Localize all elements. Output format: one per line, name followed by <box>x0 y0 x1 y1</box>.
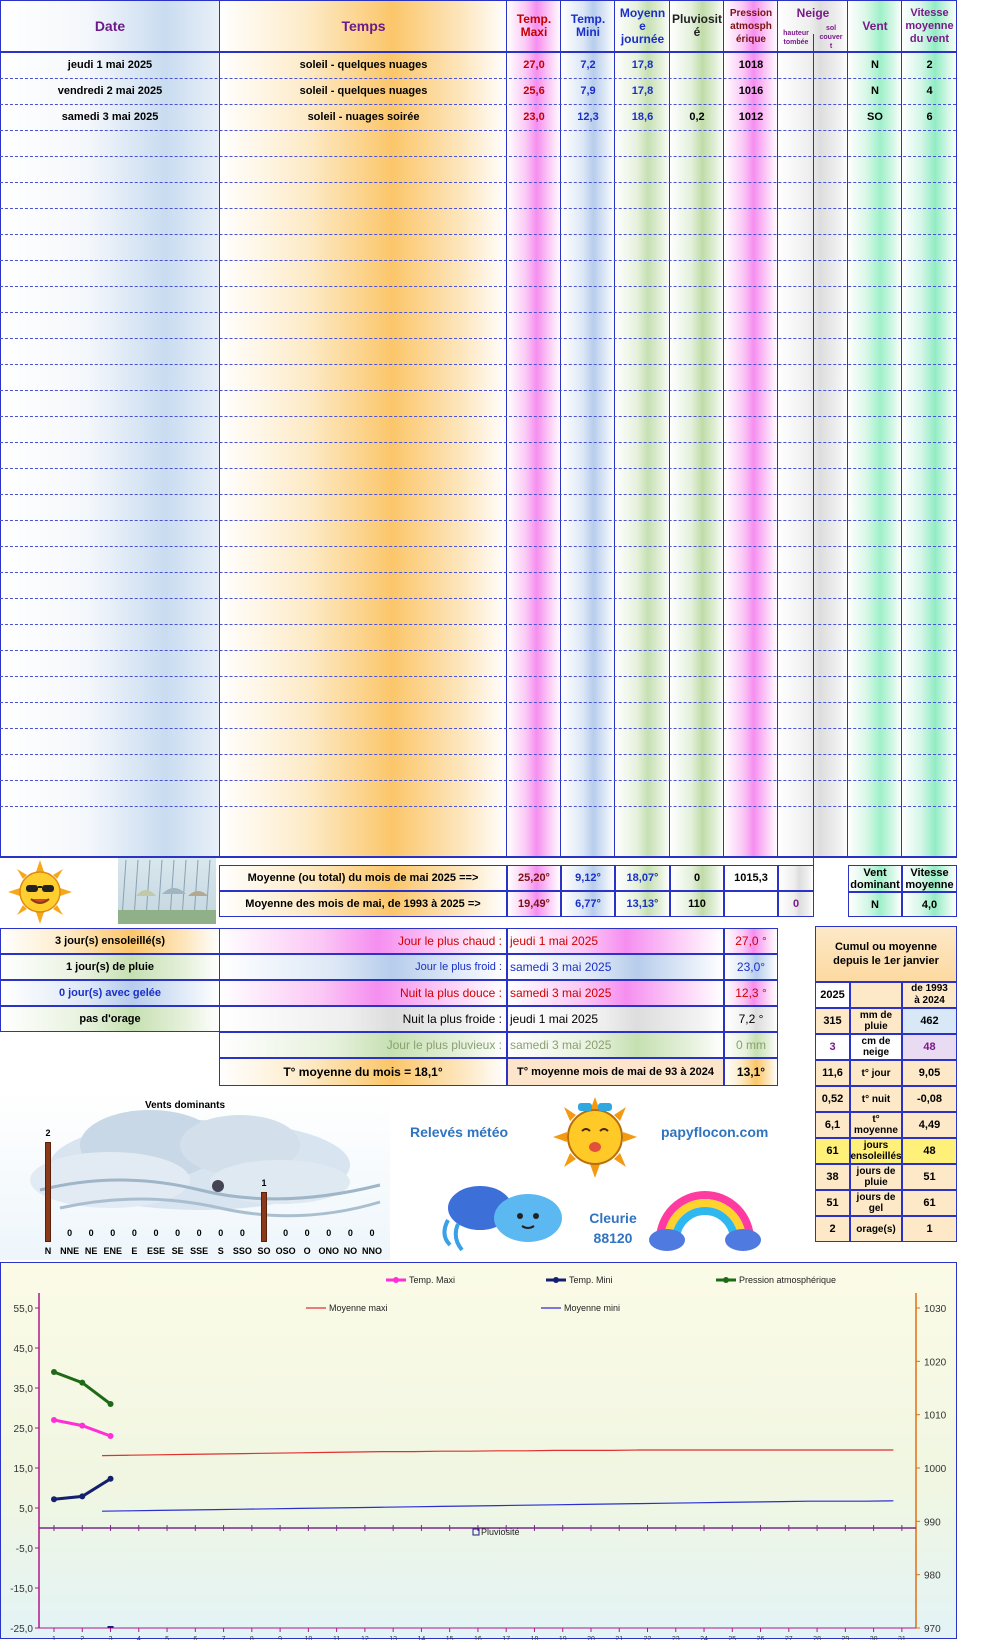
record-hottest-day: jeudi 1 mai 2025 <box>507 928 724 954</box>
site-label: papyflocon.com <box>661 1124 769 1140</box>
cumul-value-2025: 51 <box>815 1190 850 1216</box>
zip-label: 88120 <box>593 1230 633 1246</box>
record-hottest-value: 27,0 ° <box>724 928 778 954</box>
row-separator <box>0 676 956 677</box>
cumul-value-hist: 4,49 <box>902 1112 957 1138</box>
x-tick-label: 7 <box>221 1636 226 1640</box>
legend-label: Pression atmosphérique <box>739 1275 837 1285</box>
series-line <box>102 1501 893 1511</box>
x-tick-label: 28 <box>813 1636 821 1640</box>
row-tmin: 12,3 <box>577 111 599 123</box>
legend-label: Moyenne maxi <box>329 1303 388 1313</box>
cumul-value-hist: 51 <box>902 1164 957 1190</box>
wind-count-label: 0 <box>153 1228 159 1238</box>
wind-direction-label: SSE <box>190 1246 209 1256</box>
row-pluv: 0,2 <box>689 111 705 123</box>
wind-direction-label: OSO <box>275 1246 296 1256</box>
legend-marker-point <box>393 1277 399 1283</box>
month-press: 1015,3 <box>724 865 778 891</box>
x-tick-label: 3 <box>108 1636 113 1640</box>
series-point <box>108 1476 114 1482</box>
row-tmax: 23,0 <box>523 111 545 123</box>
month-moy: 18,07° <box>615 865 670 891</box>
legend-label: Temp. Mini <box>569 1275 613 1285</box>
x-tick-label: 24 <box>700 1636 708 1640</box>
row-date: samedi 3 mai 2025 <box>61 111 159 123</box>
cumul-value-2025: 38 <box>815 1164 850 1190</box>
x-tick-label: 10 <box>304 1636 313 1640</box>
row-tmin: 7,9 <box>580 85 596 97</box>
series-line <box>102 1450 893 1456</box>
header-pression: Pression atmosph érique <box>729 7 773 45</box>
series-point <box>79 1493 85 1499</box>
winds-panel <box>0 1090 390 1260</box>
record-coldest-value: 23,0° <box>724 954 778 980</box>
cumul-value-hist: 9,05 <box>902 1060 957 1086</box>
record-coldest-night-day: jeudi 1 mai 2025 <box>507 1006 724 1032</box>
vitesse-moyenne-value: 4,0 <box>902 892 957 917</box>
row-vitesse: 6 <box>926 111 933 123</box>
tmoy-hist-value: 13,1° <box>724 1058 778 1086</box>
wind-direction-label: NE <box>84 1246 98 1256</box>
cumul-label: t° nuit <box>850 1086 902 1112</box>
cumul-value-hist: 48 <box>902 1034 957 1060</box>
row-separator <box>0 390 956 391</box>
row-separator <box>0 598 956 599</box>
x-tick-label: 4 <box>136 1636 141 1640</box>
row-temps: soleil - nuages soirée <box>307 111 420 123</box>
left-tick-label: -15,0 <box>10 1584 33 1595</box>
x-tick-label: 13 <box>389 1636 398 1640</box>
vent-dominant-value: N <box>848 892 902 917</box>
x-tick-label: 27 <box>784 1636 793 1640</box>
hist-pluv: 110 <box>670 891 724 917</box>
row-moy: 18,6 <box>631 111 654 123</box>
cumul-label: t° jour <box>850 1060 902 1086</box>
hist-neige: 0 <box>778 891 814 917</box>
record-coldest-label: Jour le plus froid : <box>219 954 507 980</box>
right-tick-label: 1000 <box>924 1464 947 1475</box>
cumul-col-spacer <box>850 982 902 1008</box>
cumul-value-hist: 462 <box>902 1008 957 1034</box>
x-tick-label: 6 <box>193 1636 198 1640</box>
x-tick-label: 15 <box>445 1636 454 1640</box>
x-tick-label: 11 <box>332 1636 341 1640</box>
wind-count-label: 0 <box>131 1228 137 1238</box>
right-tick-label: 1030 <box>924 1304 947 1315</box>
row-separator <box>0 208 956 209</box>
x-tick-label: 12 <box>360 1636 369 1640</box>
wind-direction-label: N <box>44 1246 52 1256</box>
x-tick-label: 21 <box>615 1636 624 1640</box>
wind-count-label: 0 <box>88 1228 94 1238</box>
stat-storm: pas d'orage <box>0 1006 220 1032</box>
x-tick-label: 18 <box>530 1636 539 1640</box>
cumul-value-hist: 48 <box>902 1138 957 1164</box>
cumul-value-2025: 315 <box>815 1008 850 1034</box>
wind-count-label: 0 <box>283 1228 289 1238</box>
row-separator <box>0 442 956 443</box>
cumul-label: mm de pluie <box>850 1008 902 1034</box>
wind-count-label: 0 <box>369 1228 375 1238</box>
cumul-value-2025: 0,52 <box>815 1086 850 1112</box>
month-tmin: 9,12° <box>561 865 615 891</box>
row-separator <box>0 286 956 287</box>
wind-direction-label: SSO <box>232 1246 252 1256</box>
cumul-label: t° moyenne <box>850 1112 902 1138</box>
hist-tmin: 6,77° <box>561 891 615 917</box>
record-mildest-night-value: 12,3 ° <box>724 980 778 1006</box>
x-tick-label: 1 <box>52 1636 56 1640</box>
row-separator <box>0 572 956 573</box>
chart-svg <box>1 1263 958 1640</box>
left-tick-label: 45,0 <box>13 1344 33 1355</box>
wind-cloud-icon <box>440 1180 570 1255</box>
cumul-value-2025: 6,1 <box>815 1112 850 1138</box>
cumul-col-2025: 2025 <box>815 982 850 1008</box>
series-bar <box>108 1626 114 1628</box>
sun-mascot-icon <box>550 1095 640 1180</box>
header-vent: Vent <box>862 18 888 33</box>
series-point <box>79 1380 85 1386</box>
stat-frost-days: 0 jour(s) avec gelée <box>0 980 220 1006</box>
header-pluviosite: Pluviosit é <box>671 12 722 39</box>
cumul-value-hist: -0,08 <box>902 1086 957 1112</box>
vitesse-moyenne-label: Vitesse moyenne <box>902 865 957 892</box>
record-coldest-day: samedi 3 mai 2025 <box>507 954 724 980</box>
legend-marker-point <box>723 1277 729 1283</box>
row-separator <box>0 494 956 495</box>
wind-direction-label: S <box>217 1246 224 1256</box>
header-neige-sol: sol couver t <box>819 24 843 50</box>
x-tick-label: 30 <box>869 1636 878 1640</box>
cumul-value-hist: 1 <box>902 1216 957 1242</box>
row-press: 1012 <box>738 111 764 123</box>
x-tick-label: 22 <box>643 1636 652 1640</box>
row-separator <box>0 234 956 235</box>
right-tick-label: 970 <box>924 1624 941 1635</box>
wind-count-label: 0 <box>347 1228 353 1238</box>
left-tick-label: 55,0 <box>13 1304 33 1315</box>
stat-rain-days: 1 jour(s) de pluie <box>0 954 220 980</box>
wind-direction-label: NNE <box>60 1246 80 1256</box>
row-temps: soleil - quelques nuages <box>299 85 428 97</box>
month-pluv: 0 <box>670 865 724 891</box>
right-tick-label: 1020 <box>924 1357 947 1369</box>
record-mildest-night-label: Nuit la plus douce : <box>219 980 507 1006</box>
record-rainiest-value: 0 mm <box>724 1032 778 1058</box>
row-tmax: 27,0 <box>523 59 545 71</box>
row-separator <box>0 806 956 807</box>
wind-bars <box>0 1090 390 1260</box>
row-separator <box>0 260 956 261</box>
record-hottest-label: Jour le plus chaud : <box>219 928 507 954</box>
header-moyenne: Moyenn e journée <box>619 5 666 46</box>
record-rainiest-day: samedi 3 mai 2025 <box>507 1032 724 1058</box>
header-tmin: Temp. Mini <box>570 12 606 39</box>
record-mildest-night-day: samedi 3 mai 2025 <box>507 980 724 1006</box>
wind-count-label: 0 <box>304 1228 310 1238</box>
x-tick-label: 31 <box>897 1636 906 1640</box>
main-table <box>0 0 957 858</box>
x-tick-label: 26 <box>756 1636 765 1640</box>
row-pluv <box>670 52 724 78</box>
row-tmax: 25,6 <box>523 85 545 97</box>
cumul-label: cm de neige <box>850 1034 902 1060</box>
tmoy-month: T° moyenne du mois = 18,1° <box>219 1058 507 1086</box>
row-press: 1018 <box>738 59 764 71</box>
row-separator <box>0 156 956 157</box>
header-tmax: Temp. Maxi <box>516 12 552 39</box>
x-tick-label: 14 <box>417 1636 426 1640</box>
row-separator <box>0 364 956 365</box>
cumul-value-2025: 2 <box>815 1216 850 1242</box>
wind-count-label: 2 <box>45 1128 51 1138</box>
wind-direction-label: SO <box>257 1246 271 1256</box>
x-tick-label: 9 <box>278 1636 283 1640</box>
x-tick-label: 25 <box>728 1636 737 1640</box>
right-tick-label: 1010 <box>924 1410 947 1422</box>
series-point <box>108 1401 114 1407</box>
legend-label: Pluviosité <box>481 1527 520 1537</box>
series-point <box>51 1417 57 1423</box>
row-vitesse: 2 <box>926 59 933 71</box>
header-neige-hauteur: hauteur tombée <box>783 30 809 46</box>
left-tick-label: 35,0 <box>13 1384 33 1395</box>
row-moy: 17,8 <box>631 59 654 71</box>
wind-count-label: 0 <box>175 1228 181 1238</box>
temperature-chart <box>0 1262 957 1639</box>
x-tick-label: 23 <box>671 1636 680 1640</box>
x-tick-label: 20 <box>587 1636 595 1640</box>
series-line <box>54 1372 111 1404</box>
header-temps: Temps <box>341 17 386 34</box>
row-separator <box>0 546 956 547</box>
row-separator <box>0 468 956 469</box>
row-separator <box>0 650 956 651</box>
legend-label: Temp. Maxi <box>409 1275 456 1285</box>
month-summary-label: Moyenne (ou total) du mois de mai 2025 ==> <box>219 865 507 891</box>
wind-count-label: 0 <box>326 1228 332 1238</box>
series-point <box>51 1496 57 1502</box>
record-coldest-night-label: Nuit la plus froide : <box>219 1006 507 1032</box>
wind-count-label: 0 <box>218 1228 224 1238</box>
wind-direction-label: NO <box>343 1246 358 1256</box>
row-separator <box>0 312 956 313</box>
x-tick-label: 8 <box>249 1636 254 1640</box>
cumul-title: Cumul ou moyenne depuis le 1er janvier <box>815 926 957 982</box>
branding-panel <box>395 1090 805 1260</box>
row-separator <box>0 780 956 781</box>
cumul-value-2025: 3 <box>815 1034 850 1060</box>
wind-count-label: 0 <box>110 1228 116 1238</box>
record-coldest-night-value: 7,2 ° <box>724 1006 778 1032</box>
right-tick-label: 990 <box>924 1517 941 1529</box>
releves-label: Relevés météo <box>410 1124 509 1140</box>
wind-direction-label: ESE <box>146 1246 165 1256</box>
wind-direction-label: ENE <box>103 1246 123 1256</box>
wind-direction-label: O <box>303 1246 311 1256</box>
hist-moy: 13,13° <box>615 891 670 917</box>
row-separator <box>0 754 956 755</box>
legend-label: Moyenne mini <box>564 1303 621 1313</box>
right-tick-label: 980 <box>924 1570 941 1582</box>
record-rainiest-label: Jour le plus pluvieux : <box>219 1032 507 1058</box>
rainbow-icon <box>645 1175 765 1255</box>
winds-title: Vents dominants <box>144 1100 225 1111</box>
row-vent: N <box>871 85 879 97</box>
sun-icon <box>6 858 74 926</box>
row-press: 1016 <box>738 85 764 97</box>
row-temps: soleil - quelques nuages <box>299 59 428 71</box>
x-tick-label: 17 <box>502 1636 511 1640</box>
wind-count-label: 0 <box>239 1228 245 1238</box>
stat-sunny-days: 3 jour(s) ensoleillé(s) <box>0 928 220 954</box>
tmoy-hist-label: T° moyenne mois de mai de 93 à 2024 <box>507 1058 724 1086</box>
row-moy: 17,8 <box>631 85 654 97</box>
vent-dominant-label: Vent dominant <box>848 865 902 892</box>
wind-count-label: 0 <box>196 1228 202 1238</box>
legend-marker-point <box>553 1277 559 1283</box>
wind-count-label: 0 <box>67 1228 73 1238</box>
row-separator <box>0 728 956 729</box>
hist-press <box>724 891 778 917</box>
left-tick-label: 25,0 <box>13 1424 33 1435</box>
wind-direction-label: SE <box>171 1246 184 1256</box>
cumul-label: jours de pluie <box>850 1164 902 1190</box>
row-separator <box>0 416 956 417</box>
cumul-label: jours de gel <box>850 1190 902 1216</box>
left-tick-label: -25,0 <box>10 1624 33 1635</box>
cumul-value-hist: 61 <box>902 1190 957 1216</box>
row-separator <box>0 624 956 625</box>
left-tick-label: 15,0 <box>13 1464 33 1475</box>
row-separator <box>0 182 956 183</box>
series-point <box>51 1369 57 1375</box>
row-vent: N <box>871 59 879 71</box>
row-separator <box>0 130 956 131</box>
wind-bar <box>45 1142 51 1242</box>
rain-illustration <box>118 858 216 924</box>
x-tick-label: 2 <box>80 1636 85 1640</box>
wind-count-label: 1 <box>261 1178 267 1188</box>
header-neige: Neige <box>796 5 830 20</box>
series-point <box>108 1433 114 1439</box>
x-tick-label: 5 <box>165 1636 170 1640</box>
x-tick-label: 19 <box>558 1636 567 1640</box>
cumul-label: jours ensoleillés <box>850 1140 902 1162</box>
header-date: Date <box>94 17 126 34</box>
row-separator <box>0 520 956 521</box>
row-date: jeudi 1 mai 2025 <box>67 59 153 71</box>
hist-summary-label: Moyenne des mois de mai, de 1993 à 2025 => <box>219 891 507 917</box>
cumul-label: orage(s) <box>850 1216 902 1242</box>
row-tmin: 7,2 <box>580 59 596 71</box>
cumul-col-hist: de 1993 à 2024 <box>902 982 957 1008</box>
wind-bar <box>261 1192 267 1242</box>
wind-direction-label: E <box>131 1246 138 1256</box>
header-vitesse: Vitesse moyenne du vent <box>905 6 954 45</box>
row-date: vendredi 2 mai 2025 <box>57 85 163 97</box>
wind-direction-label: ONO <box>318 1246 340 1256</box>
town-label: Cleurie <box>589 1210 637 1226</box>
row-vitesse: 4 <box>926 85 933 97</box>
x-tick-label: 16 <box>474 1636 482 1640</box>
cumul-value-2025: 11,6 <box>815 1060 850 1086</box>
cumul-value-2025: 61 <box>815 1138 850 1164</box>
row-pluv <box>670 78 724 104</box>
row-vent: SO <box>867 111 883 123</box>
row-separator <box>0 702 956 703</box>
left-tick-label: 5,0 <box>19 1504 33 1515</box>
hist-tmax: 19,49° <box>507 891 561 917</box>
wind-direction-label: NNO <box>362 1246 382 1256</box>
x-tick-label: 29 <box>841 1636 850 1640</box>
month-neige <box>778 865 814 891</box>
month-tmax: 25,20° <box>507 865 561 891</box>
row-separator <box>0 338 956 339</box>
series-point <box>79 1423 85 1429</box>
left-tick-label: -5,0 <box>15 1544 33 1555</box>
